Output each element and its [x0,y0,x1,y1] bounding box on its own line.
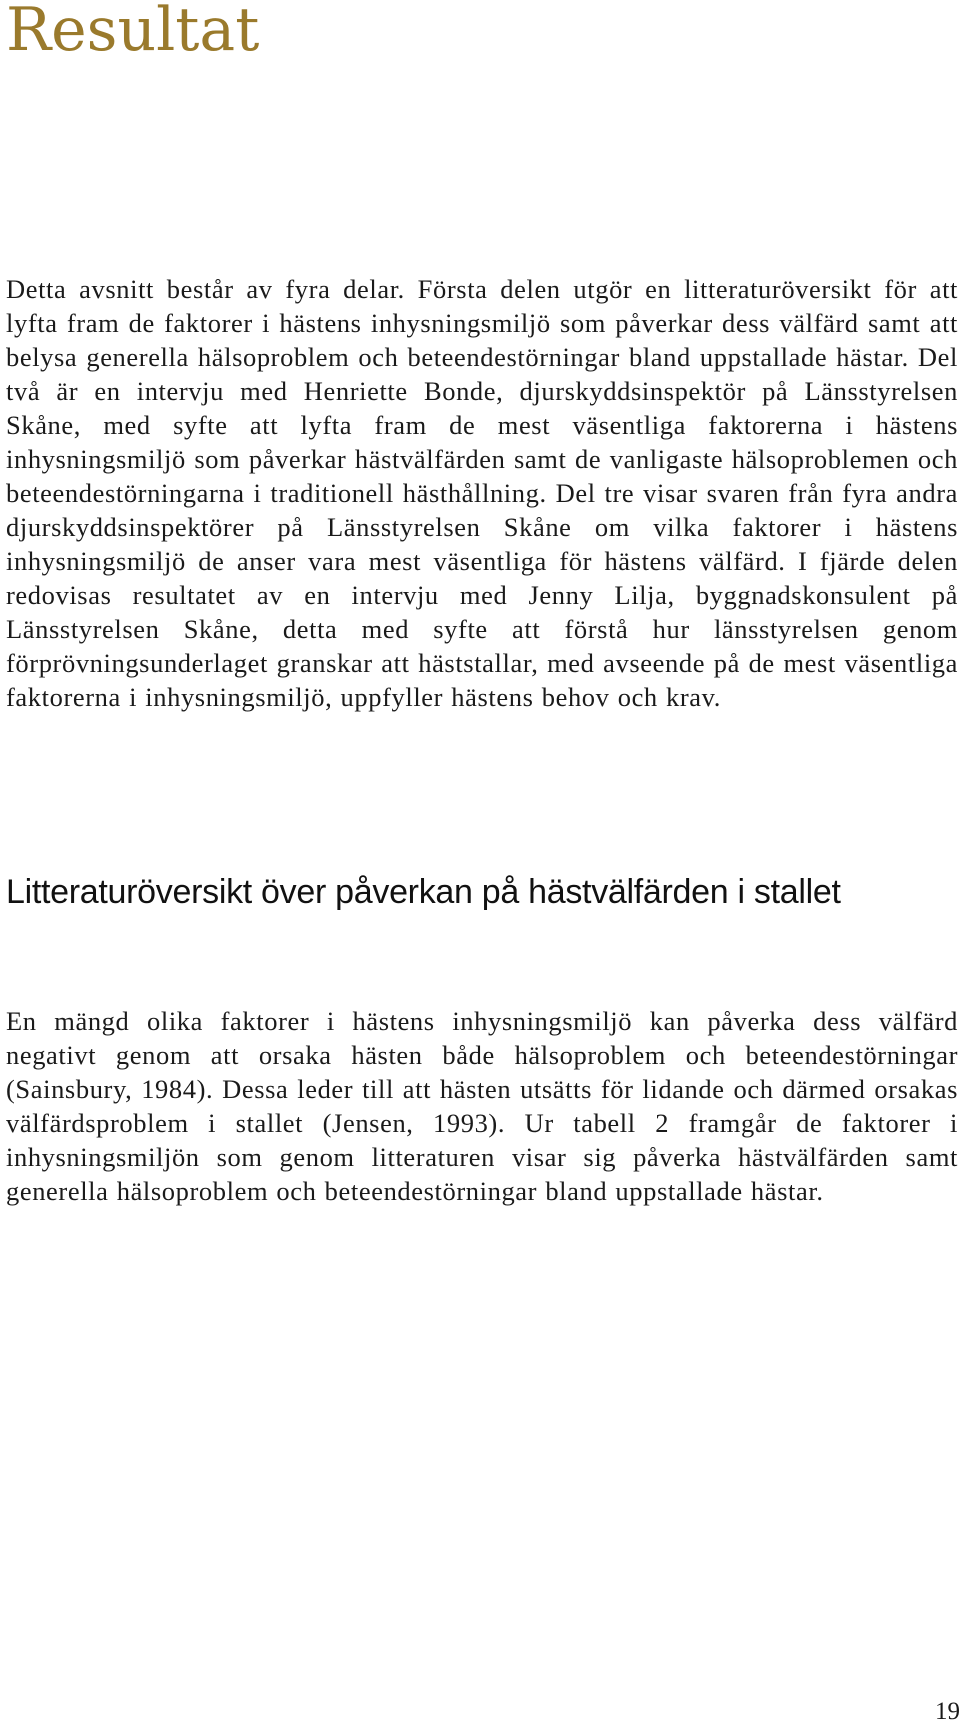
chapter-title: Resultat [6,0,260,65]
section-paragraph: En mängd olika faktorer i hästens inhysningsmiljö kan påverka dess välfärd negativt genom att orsaka hästen både hälsoproblem och beteendestörningar (Sainsbury, 1984). Dessa leder till att hästen utsätts för lidande och därmed orsakas välfärdsproblem i stallet (Jensen, 1993). Ur tabell 2 framgår de faktorer i inhysningsmiljön som genom litteraturen visar sig påverka hästvälfärden samt generella hälsoproblem och beteendestörningar bland uppstallade hästar. [6,1006,958,1206]
section-heading: Litteraturöversikt över påverkan på hästvälfärden i stallet [6,873,841,911]
page-number: 19 [935,1698,960,1725]
intro-paragraph: Detta avsnitt består av fyra delar. Första delen utgör en litteraturöversikt för att lyfta fram de faktorer i hästens inhysningsmiljö som påverkar dess välfärd samt att belysa generella hälsoproblem och beteendestörningar bland uppstallade hästar. Del två är en intervju med Henriette Bonde, djurskyddsinspektör på Länsstyrelsen Skåne, med syfte att lyfta fram de mest väsentliga faktorerna i hästens inhysningsmiljö som påverkar hästvälfärden samt de vanligaste hälsoproblemen och beteendestörningarna i traditionell hästhållning. Del tre visar svaren från fyra andra djurskyddsinspektörer på Länsstyrelsen Skåne om vilka faktorer i hästens inhysningsmiljö de anser vara mest väsentliga för hästens välfärd. I fjärde delen redovisas resultatet av en intervju med Jenny Lilja, byggnadskonsulent på Länsstyrelsen Skåne, detta med syfte att förstå hur länsstyrelsen genom förprövningsunderlaget granskar att häststallar, med avseende på de mest väsentliga faktorerna i inhysningsmiljö, uppfyller hästens behov och krav. [6,274,958,712]
